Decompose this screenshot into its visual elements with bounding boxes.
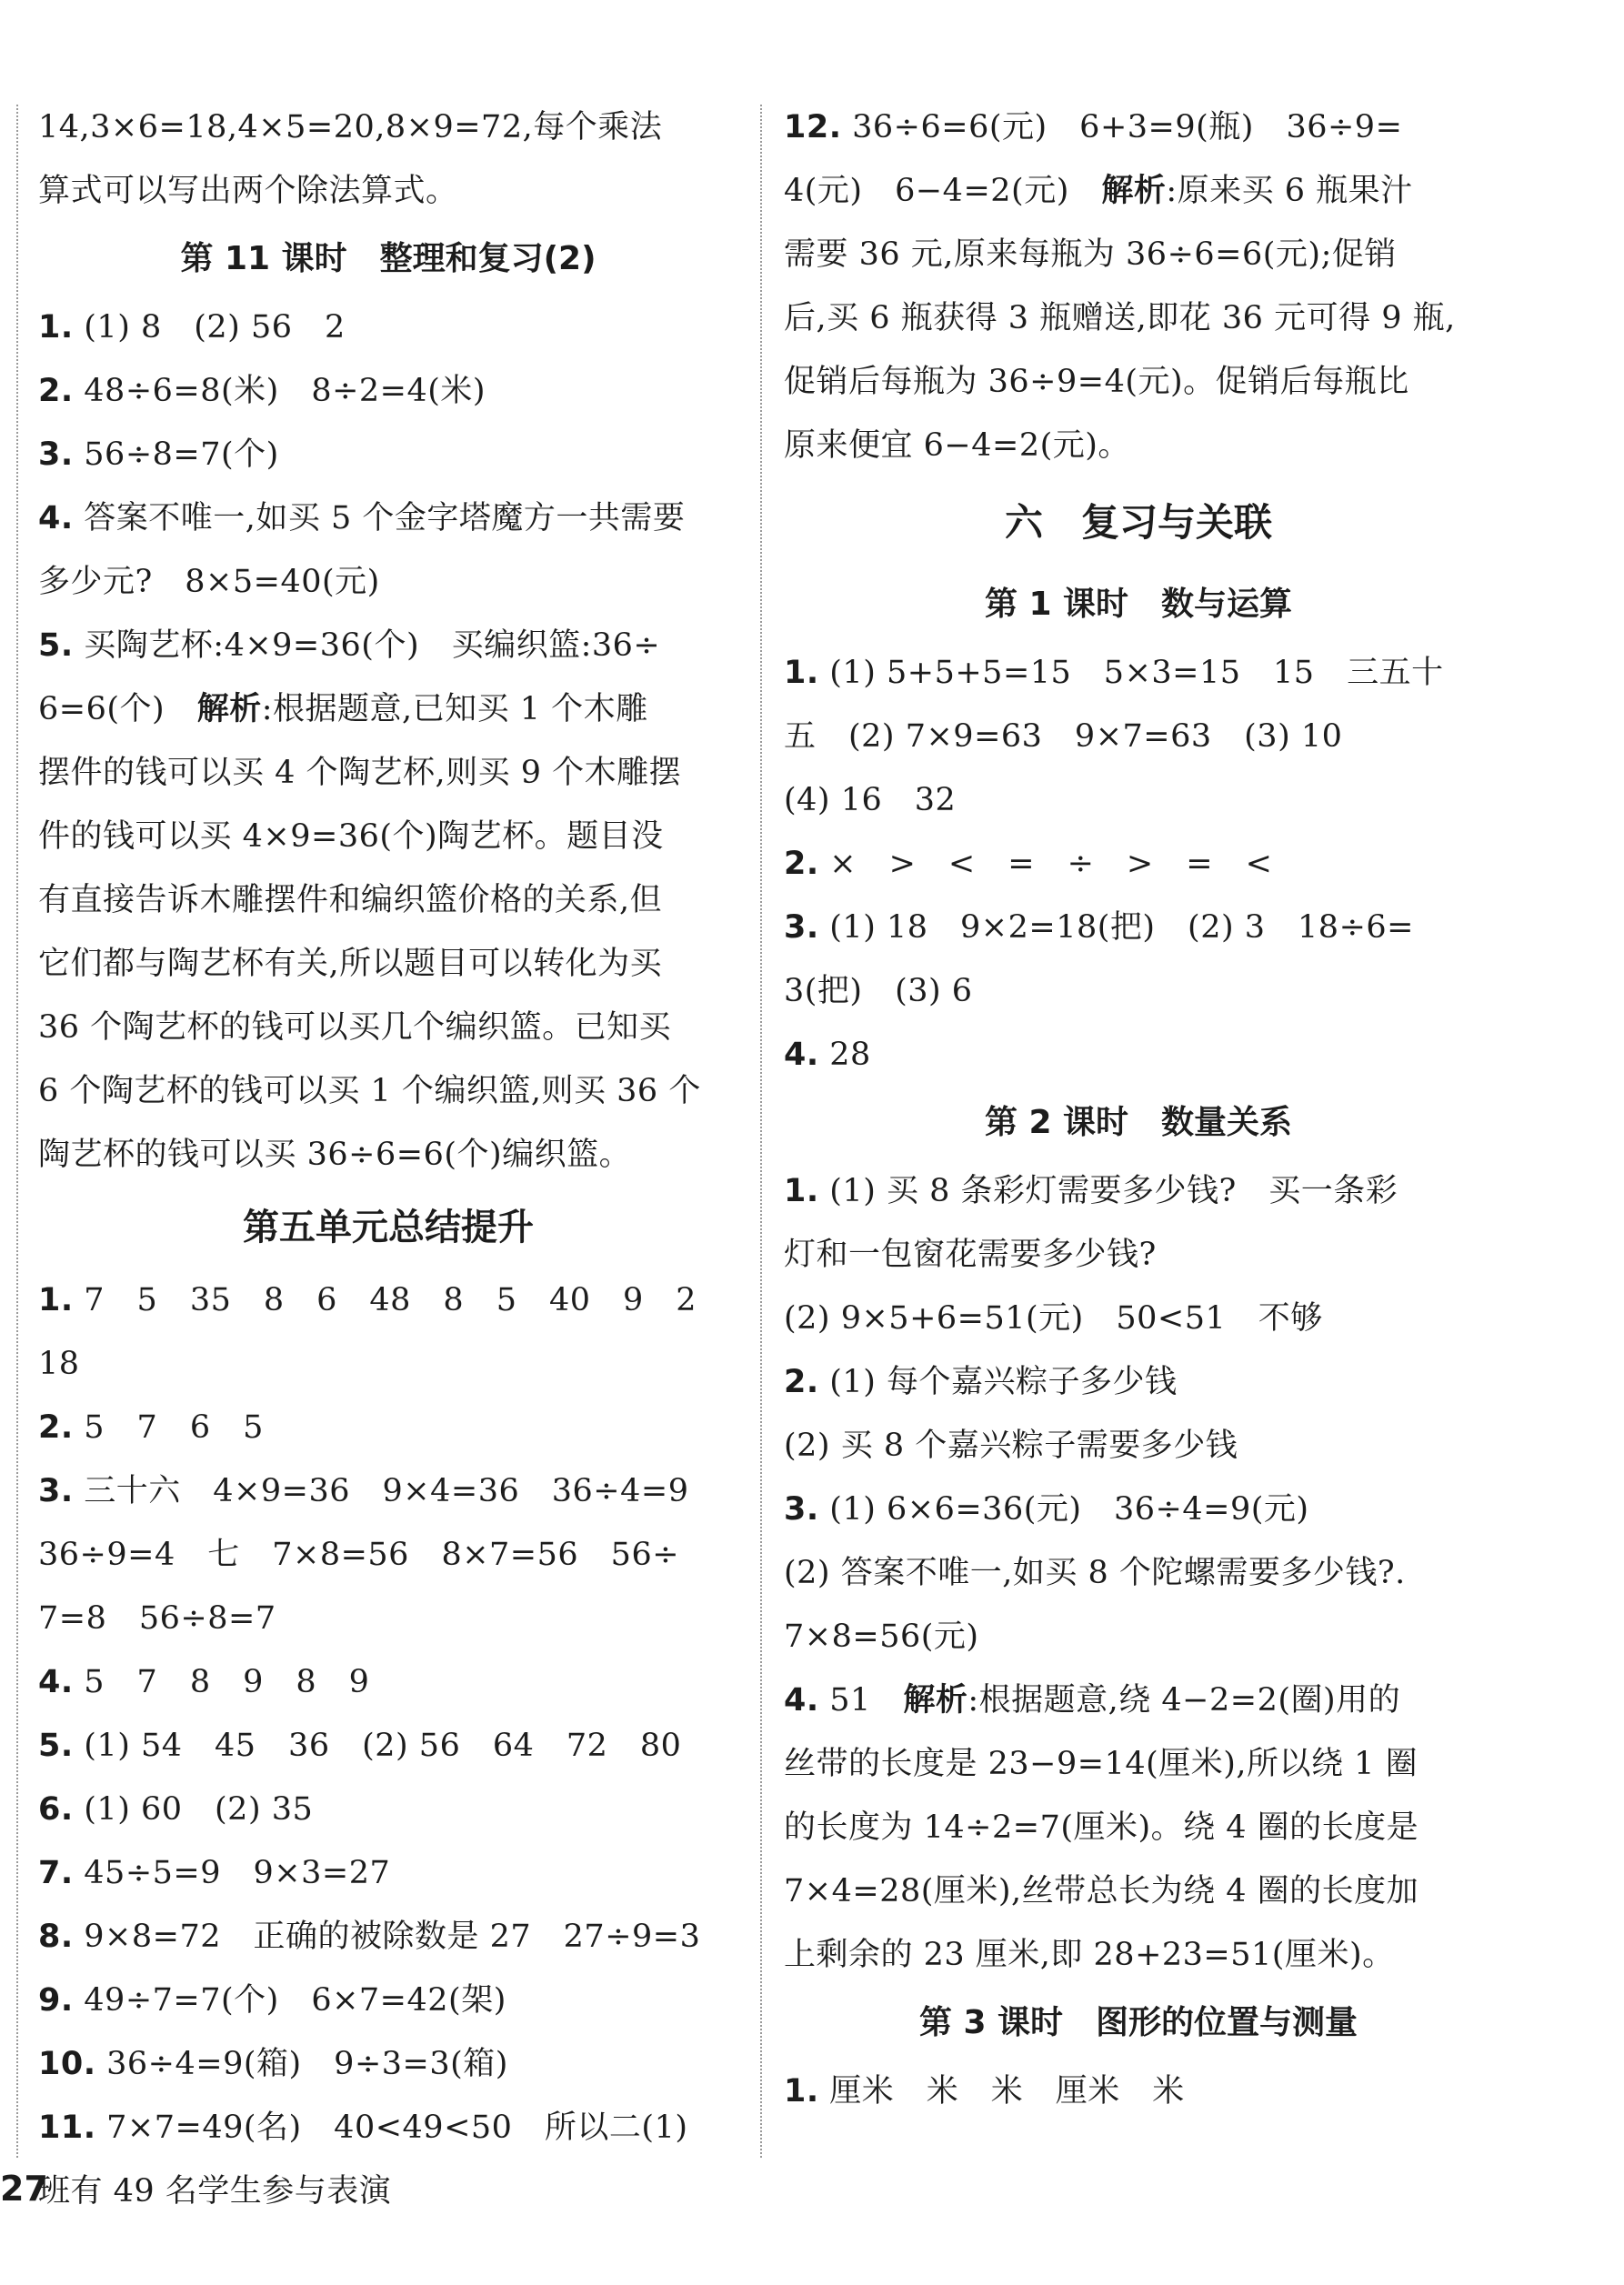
- answer-line: [38, 1332, 738, 1396]
- answer-line: [38, 741, 738, 805]
- answer-line: [784, 95, 1493, 159]
- answer-line: [784, 896, 1493, 959]
- answer-line: [784, 832, 1493, 896]
- answer-line: [38, 1396, 738, 1459]
- answer-line: [784, 1023, 1493, 1087]
- answer-text: (1) 8 (2) 56 2: [73, 309, 346, 346]
- answer-line: [38, 423, 738, 486]
- column-divider: [760, 105, 762, 2158]
- answer-text: (1) 5+5+5=15 5×3=15 15 三五十: [818, 655, 1444, 691]
- answer-line: [38, 1778, 738, 1841]
- lesson-heading: 第 2 课时 数量关系: [984, 1104, 1293, 1141]
- answer-line: [784, 1287, 1493, 1350]
- answer-text: 班有 49 名学生参与表演: [38, 2173, 392, 2210]
- answer-line: [784, 1732, 1493, 1796]
- answer-line: [784, 414, 1493, 477]
- question-number: 3.: [38, 436, 74, 473]
- answer-line: [38, 1268, 738, 1332]
- answer-line: [38, 95, 738, 159]
- page-number: 27: [0, 2169, 48, 2209]
- answer-text: 4(元) 6−4=2(元): [784, 173, 1102, 209]
- answer-line: [784, 1159, 1493, 1223]
- question-number: 4.: [38, 500, 74, 536]
- analysis-text: :根据题意,已知买 1 个木雕: [261, 691, 648, 727]
- answer-text: (2) 买 8 个嘉兴粽子需要多少钱: [784, 1428, 1238, 1464]
- answer-text: 49÷7=7(个) 6×7=42(架): [73, 1982, 506, 2019]
- answer-line: [38, 2160, 738, 2223]
- answer-line: [38, 1969, 738, 2032]
- answer-text: (1) 6×6=36(元) 36÷4=9(元): [818, 1491, 1309, 1528]
- question-number: 3.: [38, 1473, 74, 1509]
- answer-line: [784, 1541, 1493, 1605]
- answer-text: 算式可以写出两个除法算式。: [38, 173, 458, 209]
- answer-text: 件的钱可以买 4×9=36(个)陶艺杯。题目没: [38, 818, 664, 855]
- answer-text: 36÷6=6(元) 6+3=9(瓶) 36÷9=: [841, 109, 1403, 145]
- answer-text: 促销后每瓶为 36÷9=4(元)。促销后每瓶比: [784, 364, 1409, 400]
- answer-line: [38, 805, 738, 868]
- answer-text: 丝带的长度是 23−9=14(厘米),所以绕 1 圈: [784, 1746, 1418, 1782]
- answer-text: 51: [818, 1682, 904, 1719]
- answer-line: [784, 705, 1493, 768]
- answer-text: 28: [818, 1037, 871, 1073]
- left-column: [38, 95, 738, 2223]
- question-number: 2.: [38, 373, 74, 409]
- answer-text: 的长度为 14÷2=7(厘米)。绕 4 圈的长度是: [784, 1809, 1419, 1846]
- question-number: 7.: [38, 1855, 74, 1891]
- answer-text: 五 (2) 7×9=63 9×7=63 (3) 10: [784, 718, 1343, 755]
- question-number: 4.: [38, 1664, 74, 1700]
- answer-line: [784, 1669, 1493, 1732]
- answer-line: [38, 614, 738, 677]
- lesson-heading: 第 3 课时 图形的位置与测量: [918, 2004, 1358, 2041]
- answer-line: [784, 959, 1493, 1023]
- answer-text: 3(把) (3) 6: [784, 973, 973, 1009]
- answer-line: [38, 296, 738, 359]
- answer-line: [784, 159, 1493, 223]
- answer-line: [784, 641, 1493, 705]
- answer-line: [784, 1223, 1493, 1287]
- answer-text: 5 7 6 5: [73, 1409, 264, 1446]
- answer-line: [38, 2032, 738, 2096]
- answer-line: [784, 223, 1493, 286]
- answer-line: [38, 550, 738, 614]
- answer-text: 陶艺杯的钱可以买 36÷6=6(个)编织篮。: [38, 1137, 632, 1173]
- answer-line: [38, 1459, 738, 1523]
- answer-text: (1) 18 9×2=18(把) (2) 3 18÷6=: [818, 909, 1414, 946]
- answer-text: 36÷4=9(箱) 9÷3=3(箱): [95, 2046, 508, 2082]
- answer-text: (1) 60 (2) 35: [73, 1791, 314, 1828]
- answer-text: 后,买 6 瓶获得 3 瓶赠送,即花 36 元可得 9 瓶,: [784, 300, 1456, 336]
- answer-text: 答案不唯一,如买 5 个金字塔魔方一共需要: [73, 500, 686, 536]
- answer-text: 6 个陶艺杯的钱可以买 1 个编织篮,则买 36 个: [38, 1073, 701, 1109]
- answer-line: [38, 1650, 738, 1714]
- answer-line: [784, 1605, 1493, 1669]
- question-number: 4.: [784, 1682, 819, 1719]
- answer-line: [38, 1587, 738, 1650]
- answer-line: [784, 350, 1493, 414]
- question-number: 9.: [38, 1982, 74, 2019]
- question-number: 8.: [38, 1919, 74, 1955]
- question-number: 1.: [784, 655, 819, 691]
- answer-line: [38, 1714, 738, 1778]
- answer-line: [784, 2060, 1493, 2123]
- question-number: 4.: [784, 1037, 819, 1073]
- question-number: 2.: [784, 1364, 819, 1400]
- question-number: 3.: [784, 909, 819, 946]
- answer-text: 48÷6=8(米) 8÷2=4(米): [73, 373, 486, 409]
- analysis-label: 解析: [903, 1682, 968, 1719]
- answer-text: 三十六 4×9=36 9×4=36 36÷4=9: [73, 1473, 689, 1509]
- right-column: [784, 95, 1493, 2123]
- answer-text: × > < = ÷ > = <: [818, 846, 1273, 882]
- answer-line: [784, 286, 1493, 350]
- answer-text: 36 个陶艺杯的钱可以买几个编织篮。已知买: [38, 1009, 672, 1046]
- question-number: 2.: [38, 1409, 74, 1446]
- answer-line: [784, 768, 1493, 832]
- analysis-label: 解析: [196, 691, 262, 727]
- analysis-text: :根据题意,绕 4−2=2(圈)用的: [967, 1682, 1401, 1719]
- answer-text: 7×7=49(名) 40<49<50 所以二(1): [95, 2110, 688, 2146]
- question-number: 5.: [38, 627, 74, 664]
- question-number: 1.: [784, 2073, 819, 2110]
- answer-text: 7 5 35 8 6 48 8 5 40 9 2: [73, 1282, 697, 1318]
- answer-line: [38, 486, 738, 550]
- lesson-heading: 第 11 课时 整理和复习(2): [180, 240, 596, 277]
- answer-line: [784, 1796, 1493, 1859]
- answer-text: 厘米 米 米 厘米 米: [818, 2073, 1185, 2110]
- answer-text: (2) 9×5+6=51(元) 50<51 不够: [784, 1300, 1323, 1337]
- answer-text: 原来便宜 6−4=2(元)。: [784, 427, 1130, 464]
- answer-text: 7×4=28(厘米),丝带总长为绕 4 圈的长度加: [784, 1873, 1419, 1909]
- answer-text: (1) 买 8 条彩灯需要多少钱? 买一条彩: [818, 1173, 1398, 1209]
- answer-line: [38, 1123, 738, 1187]
- analysis-label: 解析: [1101, 173, 1167, 209]
- left-margin-rule: [16, 105, 18, 2158]
- answer-text: 56÷8=7(个): [73, 436, 279, 473]
- answer-text: 6=6(个): [38, 691, 197, 727]
- answer-text: 上剩余的 23 厘米,即 28+23=51(厘米)。: [784, 1937, 1395, 1973]
- answer-text: 7=8 56÷8=7: [38, 1600, 276, 1637]
- answer-text: (1) 每个嘉兴粽子多少钱: [818, 1364, 1178, 1400]
- answer-text: 买陶艺杯:4×9=36(个) 买编织篮:36÷: [73, 627, 661, 664]
- answer-line: [38, 1059, 738, 1123]
- question-number: 3.: [784, 1491, 819, 1528]
- answer-line: [38, 159, 738, 223]
- answer-text: 有直接告诉木雕摆件和编织篮价格的关系,但: [38, 882, 663, 918]
- analysis-text: :原来买 6 瓶果汁: [1166, 173, 1413, 209]
- question-number: 10.: [38, 2046, 96, 2082]
- answer-line: [784, 1923, 1493, 1987]
- answer-text: 多少元? 8×5=40(元): [38, 564, 380, 600]
- answer-line: [38, 1905, 738, 1969]
- answer-line: [38, 1523, 738, 1587]
- answer-text: 需要 36 元,原来每瓶为 36÷6=6(元);促销: [784, 236, 1397, 273]
- question-number: 2.: [784, 846, 819, 882]
- answer-line: [38, 677, 738, 741]
- answer-line: [38, 868, 738, 932]
- answer-line: [784, 1350, 1493, 1414]
- answer-line: [38, 2096, 738, 2160]
- unit-heading: 第五单元总结提升: [243, 1207, 534, 1248]
- lesson-heading: 第 1 课时 数与运算: [984, 586, 1293, 623]
- chapter-heading: 六 复习与关联: [1004, 500, 1272, 545]
- answer-text: 14,3×6=18,4×5=20,8×9=72,每个乘法: [38, 109, 663, 145]
- question-number: 12.: [784, 109, 842, 145]
- answer-text: 36÷9=4 七 7×8=56 8×7=56 56÷: [38, 1537, 680, 1573]
- question-number: 6.: [38, 1791, 74, 1828]
- answer-text: 18: [38, 1346, 80, 1382]
- answer-text: 9×8=72 正确的被除数是 27 27÷9=3: [73, 1919, 701, 1955]
- answer-line: [784, 1478, 1493, 1541]
- question-number: 1.: [38, 309, 74, 346]
- answer-line: [784, 1414, 1493, 1478]
- answer-text: 它们都与陶艺杯有关,所以题目可以转化为买: [38, 946, 663, 982]
- answer-text: 灯和一包窗花需要多少钱?: [784, 1237, 1157, 1273]
- answer-line: [38, 996, 738, 1059]
- question-number: 1.: [38, 1282, 74, 1318]
- answer-text: 45÷5=9 9×3=27: [73, 1855, 391, 1891]
- answer-line: [38, 932, 738, 996]
- answer-text: (2) 答案不唯一,如买 8 个陀螺需要多少钱?.: [784, 1555, 1406, 1591]
- answer-line: [38, 359, 738, 423]
- question-number: 11.: [38, 2110, 96, 2146]
- question-number: 5.: [38, 1728, 74, 1764]
- question-number: 1.: [784, 1173, 819, 1209]
- answer-text: 7×8=56(元): [784, 1619, 979, 1655]
- answer-text: (4) 16 32: [784, 782, 957, 818]
- answer-text: (1) 54 45 36 (2) 56 64 72 80: [73, 1728, 682, 1764]
- answer-line: [38, 1841, 738, 1905]
- answer-text: 摆件的钱可以买 4 个陶艺杯,则买 9 个木雕摆: [38, 755, 682, 791]
- answer-text: 5 7 8 9 8 9: [73, 1664, 370, 1700]
- answer-line: [784, 1859, 1493, 1923]
